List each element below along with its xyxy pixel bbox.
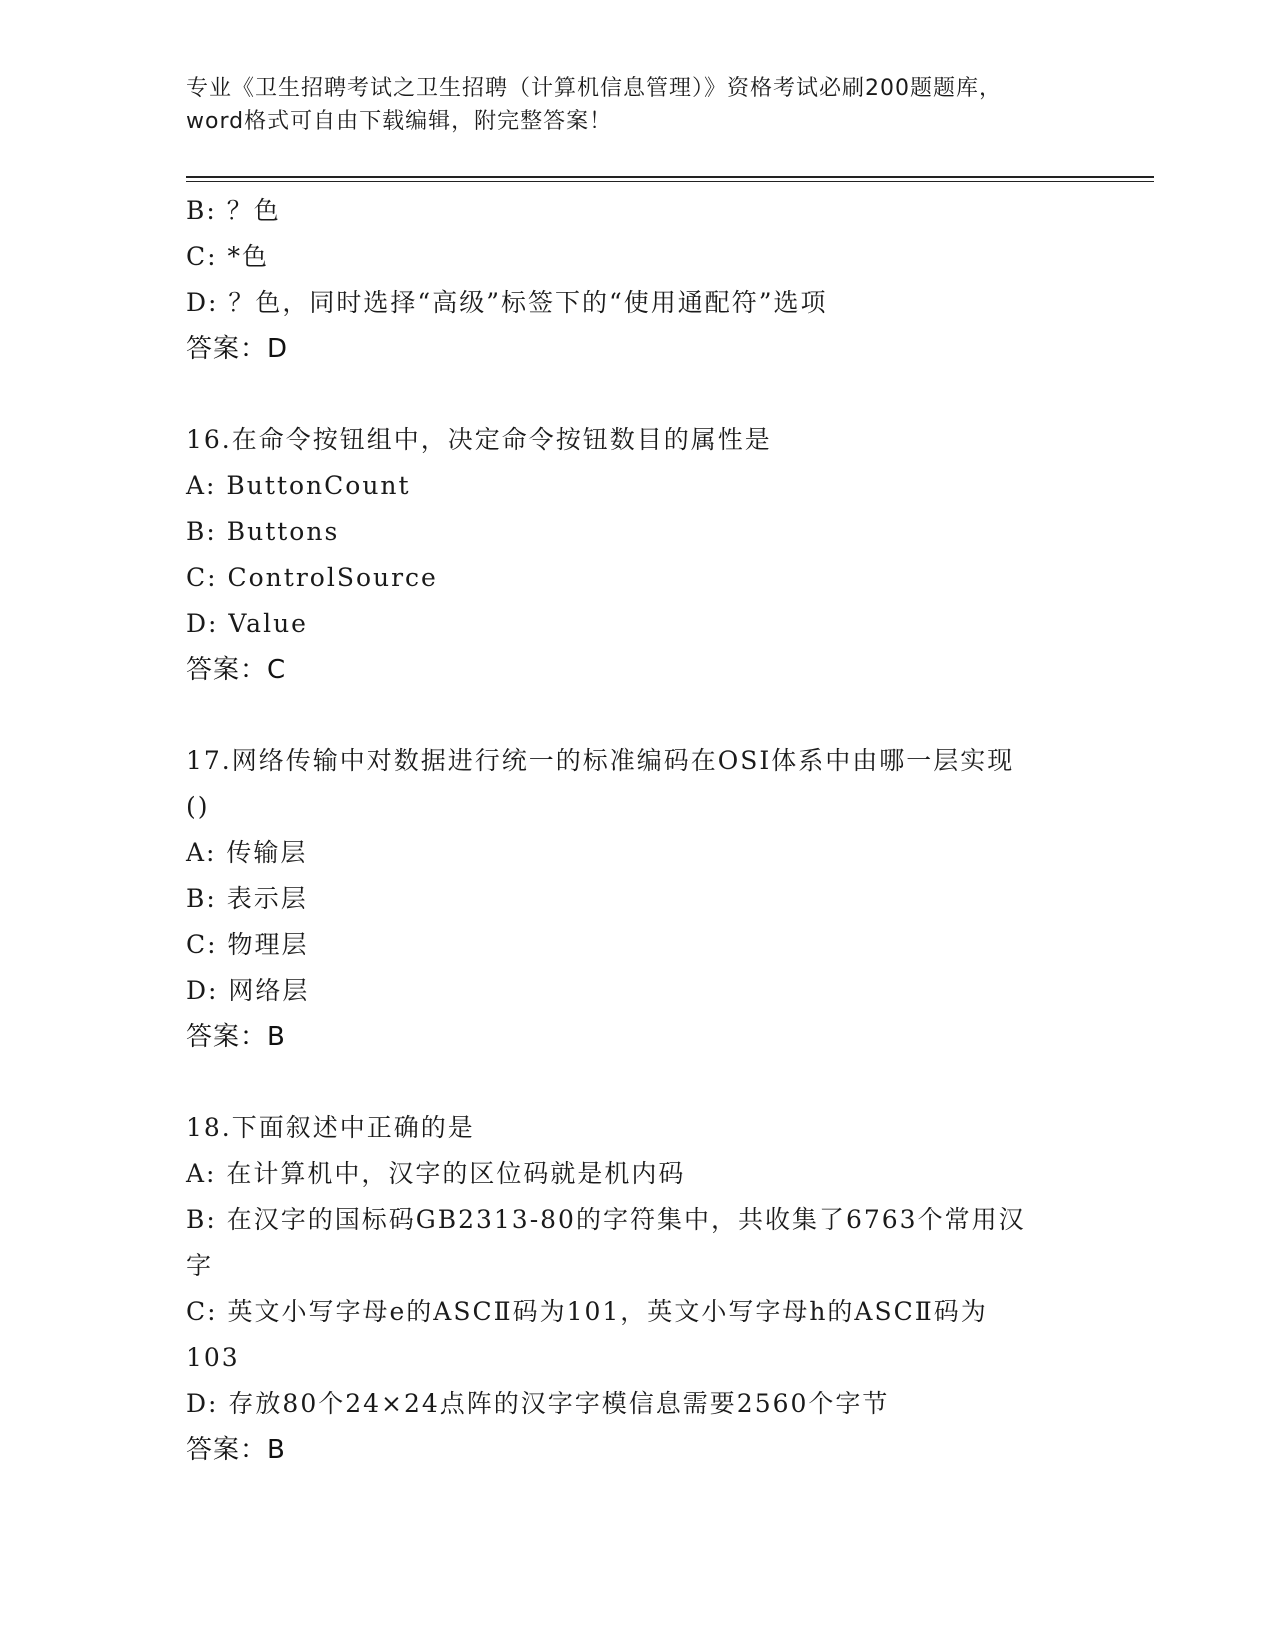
option-b: B: 表示层 — [186, 884, 308, 913]
option-d: D: Value — [186, 609, 308, 638]
question-stem: 18.下面叙述中正确的是 — [186, 1113, 475, 1142]
option-c: C: 英文小写字母e的ASCⅡ码为101，英文小写字母h的ASCⅡ码为 — [186, 1297, 988, 1326]
header-rule-thin — [186, 181, 1154, 182]
option-c: C: ControlSource — [186, 563, 438, 592]
option-d: D: 网络层 — [186, 976, 310, 1005]
document-header — [186, 72, 1086, 138]
question-15-tail — [186, 188, 1086, 372]
option-b: B: Buttons — [186, 517, 340, 546]
question-list — [186, 188, 1086, 1473]
option-c: C: 物理层 — [186, 930, 309, 959]
option-b-continued: 字 — [186, 1251, 214, 1280]
spacer — [186, 693, 1086, 738]
answer: 答案：B — [186, 1435, 286, 1465]
option-c: C: *色 — [186, 242, 269, 271]
question-stem: 17.网络传输中对数据进行统一的标准编码在OSI体系中由哪一层实现 — [186, 746, 1015, 775]
spacer — [186, 1060, 1086, 1105]
option-d: D: ？色，同时选择“高级”标签下的“使用通配符”选项 — [186, 288, 828, 317]
question-16 — [186, 417, 1086, 693]
header-line-2: word格式可自由下载编辑，附完整答案！ — [186, 109, 613, 134]
answer: 答案：D — [186, 334, 289, 364]
option-b: B: 在汉字的国标码GB2313-80的字符集中，共收集了6763个常用汉 — [186, 1205, 1026, 1234]
spacer — [186, 372, 1086, 417]
question-18 — [186, 1105, 1086, 1473]
option-d: D: 存放80个24×24点阵的汉字字模信息需要2560个字节 — [186, 1389, 890, 1418]
option-a: A: ButtonCount — [186, 471, 411, 500]
question-17 — [186, 738, 1086, 1060]
option-c-continued: 103 — [186, 1343, 240, 1372]
option-a: A: 传输层 — [186, 838, 308, 867]
option-b: B: ？色 — [186, 196, 281, 225]
header-line-1: 专业《卫生招聘考试之卫生招聘（计算机信息管理）》资格考试必刷200题题库， — [186, 76, 1002, 101]
answer: 答案：B — [186, 1022, 286, 1052]
question-stem-continued: () — [186, 792, 210, 821]
question-stem: 16.在命令按钮组中，决定命令按钮数目的属性是 — [186, 425, 772, 454]
answer: 答案：C — [186, 655, 287, 685]
header-rule-thick — [186, 176, 1154, 178]
option-a: A: 在计算机中，汉字的区位码就是机内码 — [186, 1159, 686, 1188]
